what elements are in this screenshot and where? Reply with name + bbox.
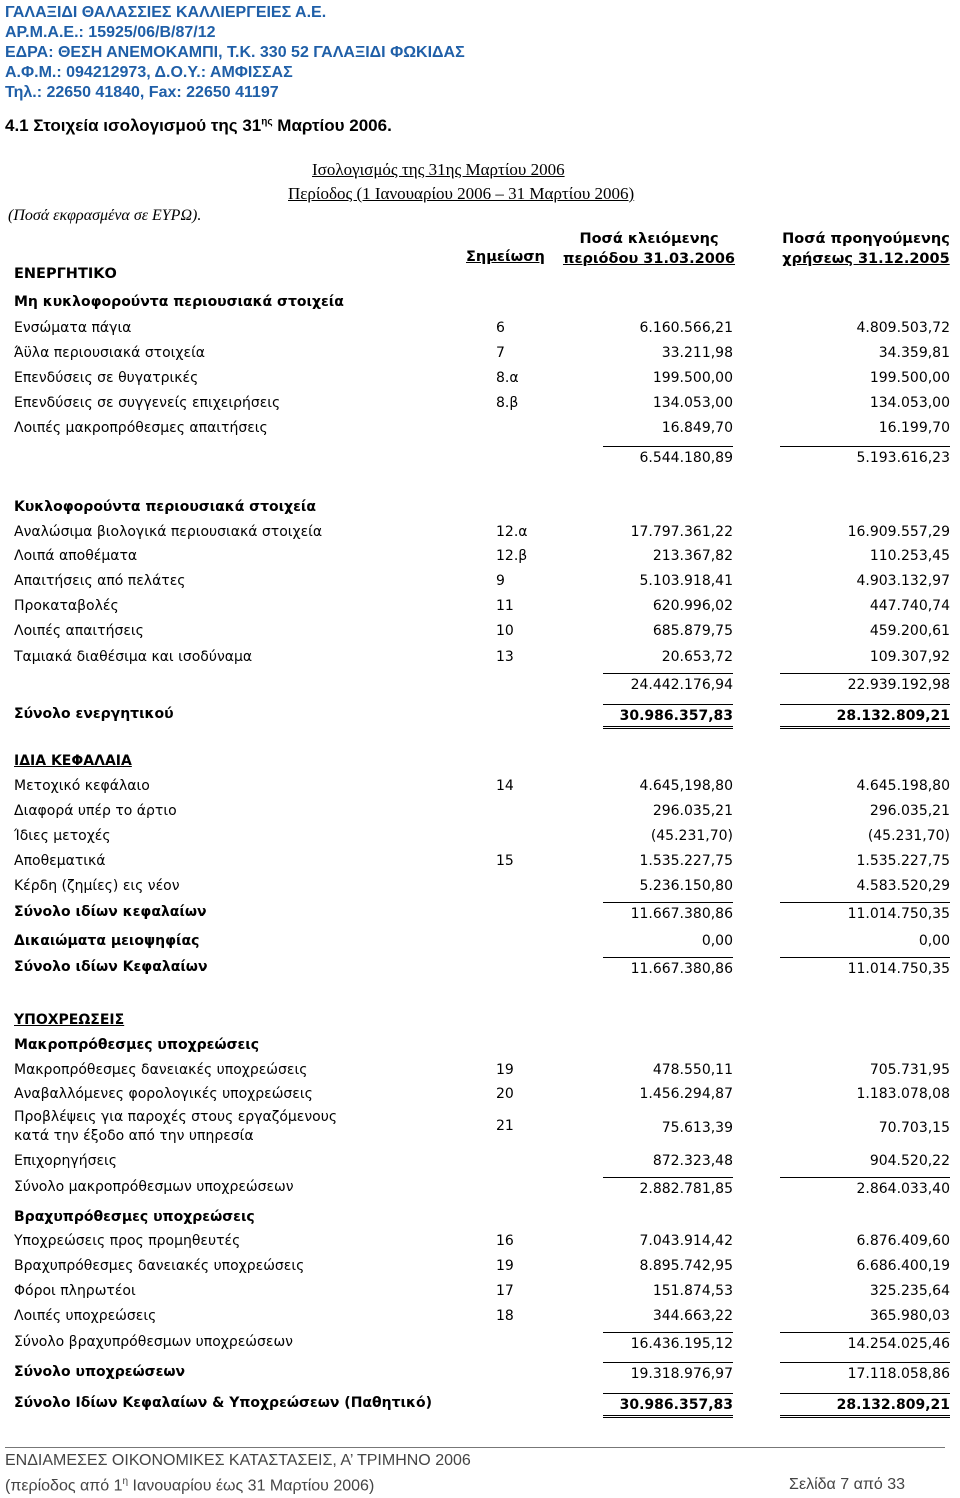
company-registry: ΑΡ.Μ.Α.Ε.: 15925/06/Β/87/12 (5, 24, 216, 41)
row-note: 13 (496, 649, 514, 665)
table-row (0, 596, 960, 616)
row-value-prior: 34.359,81 (878, 345, 950, 361)
table-row (0, 318, 960, 338)
row-note: 8.β (496, 395, 519, 411)
row-label-cont: κατά την έξοδο από την υπηρεσία (14, 1128, 254, 1144)
row-value-prior: 459.200,61 (869, 623, 950, 639)
row-value-current: 6.160.566,21 (639, 320, 733, 336)
section-title (5, 116, 392, 136)
row-note: 14 (496, 778, 514, 794)
assets-heading-label: ΕΝΕΡΓΗΤΙΚΟ (14, 266, 117, 282)
balance-sheet-caption: Ισολογισμός της 31ης Μαρτίου 2006 (312, 160, 565, 179)
period-caption: Περίοδος (1 Ιανουαρίου 2006 – 31 Μαρτίου 2006) (288, 184, 635, 203)
row-note: 16 (496, 1233, 514, 1249)
subtotal-row (0, 673, 960, 693)
row-value-prior: 4.809.503,72 (856, 320, 950, 336)
row-value-prior: 22.939.192,98 (780, 673, 950, 695)
row-value-prior: 28.132.809,21 (780, 1393, 950, 1418)
table-row (0, 776, 960, 796)
grand-total-row (0, 1393, 960, 1413)
row-label: Λοιπές υποχρεώσεις (14, 1308, 157, 1324)
row-value-current: 75.613,39 (661, 1120, 733, 1136)
table-row (0, 801, 960, 821)
table-row (0, 1108, 960, 1146)
row-label: Επιχορηγήσεις (14, 1153, 117, 1169)
table-row (0, 292, 960, 312)
row-note: 9 (496, 573, 505, 589)
footer-period-post: Ιανουαρίου έως 31 Μαρτίου 2006) (128, 1477, 375, 1495)
row-value-current: 11.667.380,86 (603, 902, 733, 924)
table-row (0, 546, 960, 566)
row-note: 10 (496, 623, 514, 639)
row-value-prior: 0,00 (918, 933, 950, 949)
row-value-current: 5.103.918,41 (639, 573, 733, 589)
row-value-prior: 705.731,95 (869, 1062, 950, 1078)
table-row (0, 418, 960, 438)
table-row (0, 851, 960, 871)
row-value-prior: 2.864.033,40 (780, 1177, 950, 1199)
footer-divider (5, 1447, 945, 1448)
row-value-current: 685.879,75 (652, 623, 733, 639)
subtotal-row (0, 1332, 960, 1352)
row-value-current: 872.323,48 (652, 1153, 733, 1169)
row-value-prior: 1.535.227,75 (856, 853, 950, 869)
row-value-current: 620.996,02 (652, 598, 733, 614)
row-value-current: 33.211,98 (661, 345, 733, 361)
row-label: Σύνολο Ιδίων Κεφαλαίων & Υποχρεώσεων (Παθητικό) (14, 1395, 432, 1411)
row-value-current: (45.231,70) (650, 828, 733, 844)
row-label: Μακροπρόθεσμες δανειακές υποχρεώσεις (14, 1062, 308, 1078)
footer-period-pre: (περίοδος από 1 (5, 1477, 123, 1495)
units-note: (Ποσά εκφρασμένα σε ΕΥΡΩ). (8, 207, 202, 224)
table-row (0, 826, 960, 846)
row-label: Λοιπά αποθέματα (14, 548, 138, 564)
row-value-prior: 16.199,70 (878, 420, 950, 436)
subtotal-row (0, 1177, 960, 1197)
table-row (0, 497, 960, 517)
table-row (0, 1084, 960, 1104)
row-label: Λοιπές μακροπρόθεσμες απαιτήσεις (14, 420, 268, 436)
row-value-prior: 70.703,15 (878, 1120, 950, 1136)
row-label: Αναβαλλόμενες φορολογικές υποχρεώσεις (14, 1086, 313, 1102)
row-value-prior: (45.231,70) (867, 828, 950, 844)
row-value-prior: 109.307,92 (869, 649, 950, 665)
row-label: Μη κυκλοφορούντα περιουσιακά στοιχεία (14, 294, 344, 310)
table-row (0, 1060, 960, 1080)
row-label: Σύνολο υποχρεώσεων (14, 1364, 186, 1380)
row-label: Κέρδη (ζημίες) εις νέον (14, 878, 180, 894)
row-value-current: 5.236.150,80 (639, 878, 733, 894)
row-label: Σύνολο ιδίων Κεφαλαίων (14, 959, 208, 975)
row-note: 20 (496, 1086, 514, 1102)
row-note: 7 (496, 345, 505, 361)
column-header-current-line1: Ποσά κλειόμενης (579, 231, 719, 247)
row-value-prior: 4.903.132,97 (856, 573, 950, 589)
row-value-prior: 134.053,00 (869, 395, 950, 411)
row-label: Άϋλα περιουσιακά στοιχεία (14, 345, 206, 361)
table-row (0, 1281, 960, 1301)
row-value-prior: 447.740,74 (869, 598, 950, 614)
row-label: Βραχυπρόθεσμες υποχρεώσεις (14, 1209, 255, 1225)
row-label: Βραχυπρόθεσμες δανειακές υποχρεώσεις (14, 1258, 305, 1274)
row-value-current: 30.986.357,83 (603, 1393, 733, 1418)
row-value-prior: 296.035,21 (869, 803, 950, 819)
company-phone: Τηλ.: 22650 41840, Fax: 22650 41197 (5, 84, 279, 101)
row-value-prior: 904.520,22 (869, 1153, 950, 1169)
table-row (0, 522, 960, 542)
row-value-current: 213.367,82 (652, 548, 733, 564)
row-value-prior: 6.686.400,19 (856, 1258, 950, 1274)
row-value-current: 30.986.357,83 (603, 704, 733, 729)
row-label: Επενδύσεις σε συγγενείς επιχειρήσεις (14, 395, 281, 411)
row-label: Απαιτήσεις από πελάτες (14, 573, 186, 589)
company-tax: Α.Φ.Μ.: 094212973, Δ.Ο.Υ.: ΑΜΦΙΣΣΑΣ (5, 64, 293, 81)
row-label: Σύνολο μακροπρόθεσμων υποχρεώσεων (14, 1179, 294, 1195)
row-value-current: 6.544.180,89 (603, 446, 733, 468)
row-value-prior: 5.193.616,23 (780, 446, 950, 468)
row-value-prior: 14.254.025,46 (780, 1332, 950, 1354)
column-header-prior-line1: Ποσά προηγούμενης (782, 231, 950, 247)
row-value-current: 199.500,00 (652, 370, 733, 386)
subtotal-row (0, 446, 960, 466)
table-row (0, 621, 960, 641)
column-header-current (556, 229, 742, 269)
row-value-prior: 4.583.520,29 (856, 878, 950, 894)
row-value-current: 2.882.781,85 (603, 1177, 733, 1199)
table-row (0, 876, 960, 896)
section-title-sup: ης (261, 116, 273, 128)
row-value-current: 7.043.914,42 (639, 1233, 733, 1249)
row-value-current: 1.535.227,75 (639, 853, 733, 869)
table-row (0, 1231, 960, 1251)
row-label: Διαφορά υπέρ το άρτιο (14, 803, 177, 819)
section-title-post: Μαρτίου 2006. (272, 116, 392, 135)
row-label: Επενδύσεις σε θυγατρικές (14, 370, 199, 386)
total-row (0, 902, 960, 922)
row-note: 19 (496, 1258, 514, 1274)
row-note: 11 (496, 598, 514, 614)
row-label: Ίδιες μετοχές (14, 828, 111, 844)
company-address: ΕΔΡΑ: ΘΕΣΗ ΑΝΕΜΟΚΑΜΠΙ, Τ.Κ. 330 52 ΓΑΛΑΞΙΔΙ ΦΩΚΙΔΑΣ (5, 44, 465, 61)
row-note: 21 (496, 1118, 514, 1134)
row-label: Αποθεματικά (14, 853, 106, 869)
table-row (0, 368, 960, 388)
row-label: Ταμιακά διαθέσιμα και ισοδύναμα (14, 649, 253, 665)
row-value-prior: 16.909.557,29 (847, 524, 950, 540)
row-value-current: 24.442.176,94 (603, 673, 733, 695)
row-value-prior: 110.253,45 (869, 548, 950, 564)
table-row (0, 647, 960, 667)
row-value-current: 16.849,70 (661, 420, 733, 436)
table-row (0, 571, 960, 591)
row-value-current: 4.645,198,80 (639, 778, 733, 794)
row-value-current: 11.667.380,86 (603, 957, 733, 979)
row-label: Δικαιώματα μειοψηφίας (14, 933, 200, 949)
row-note: 8.α (496, 370, 519, 386)
row-value-prior: 199.500,00 (869, 370, 950, 386)
row-label: ΥΠΟΧΡΕΩΣΕΙΣ (14, 1012, 125, 1028)
row-value-current: 151.874,53 (652, 1283, 733, 1299)
row-note: 18 (496, 1308, 514, 1324)
row-value-current: 1.456.294,87 (639, 1086, 733, 1102)
footer-period-sup: η (122, 1476, 129, 1487)
row-label: ΙΔΙΑ ΚΕΦΑΛΑΙΑ (14, 753, 132, 769)
row-label: Κυκλοφορούντα περιουσιακά στοιχεία (14, 499, 316, 515)
row-value-current: 19.318.976,97 (603, 1362, 733, 1384)
row-value-prior: 1.183.078,08 (856, 1086, 950, 1102)
table-row (0, 1035, 960, 1055)
row-label: Προβλέψεις για παροχές στους εργαζόμενους (14, 1109, 338, 1125)
row-value-current: 8.895.742,95 (639, 1258, 733, 1274)
row-note: 12.β (496, 548, 528, 564)
row-value-prior: 365.980,03 (869, 1308, 950, 1324)
table-row (0, 1256, 960, 1276)
row-value-prior: 6.876.409,60 (856, 1233, 950, 1249)
table-row (0, 1306, 960, 1326)
row-label: Λοιπές απαιτήσεις (14, 623, 144, 639)
footer-title: ΕΝΔΙΑΜΕΣΕΣ ΟΙΚΟΝΟΜΙΚΕΣ ΚΑΤΑΣΤΑΣΕΙΣ, Α’ ΤΡΙΜΗΝΟ 2006 (5, 1452, 471, 1469)
row-label: Σύνολο ιδίων κεφαλαίων (14, 904, 207, 920)
row-value-prior: 28.132.809,21 (780, 704, 950, 729)
row-value-prior: 4.645.198,80 (856, 778, 950, 794)
row-value-current: 344.663,22 (652, 1308, 733, 1324)
total-row (0, 957, 960, 977)
page-number: Σελίδα 7 από 33 (789, 1476, 905, 1493)
table-row (0, 1207, 960, 1227)
row-note: 17 (496, 1283, 514, 1299)
column-header-prior (776, 229, 956, 269)
row-label: Μακροπρόθεσμες υποχρεώσεις (14, 1037, 260, 1053)
row-value-current: 478.550,11 (652, 1062, 733, 1078)
assets-heading (0, 264, 960, 284)
footer-period (5, 1476, 374, 1495)
row-note: 15 (496, 853, 514, 869)
row-value-current: 17.797.361,22 (630, 524, 733, 540)
row-label: Ενσώματα πάγια (14, 320, 132, 336)
row-value-prior: 17.118.058,86 (780, 1362, 950, 1384)
row-label: Φόροι πληρωτέοι (14, 1283, 136, 1299)
row-label: Προκαταβολές (14, 598, 119, 614)
row-note: 6 (496, 320, 505, 336)
row-value-prior: 11.014.750,35 (780, 902, 950, 924)
company-name: ΓΑΛΑΞΙΔΙ ΘΑΛΑΣΣΙΕΣ ΚΑΛΛΙΕΡΓΕΙΕΣ Α.Ε. (5, 4, 327, 21)
equity-heading (0, 751, 960, 771)
row-value-current: 296.035,21 (652, 803, 733, 819)
row-value-current: 20.653,72 (661, 649, 733, 665)
row-value-current: 134.053,00 (652, 395, 733, 411)
table-row (0, 1151, 960, 1171)
row-label: Αναλώσιμα βιολογικά περιουσιακά στοιχεία (14, 524, 323, 540)
row-label: Υποχρεώσεις προς προμηθευτές (14, 1233, 241, 1249)
row-note: 19 (496, 1062, 514, 1078)
table-row (0, 343, 960, 363)
row-value-prior: 325.235,64 (869, 1283, 950, 1299)
row-note: 12.α (496, 524, 528, 540)
liabilities-heading (0, 1010, 960, 1030)
row-value-current: 16.436.195,12 (603, 1332, 733, 1354)
column-header-prior-line2: χρήσεως 31.12.2005 (782, 251, 950, 267)
total-row (0, 1362, 960, 1382)
column-header-current-line2: περιόδου 31.03.2006 (562, 251, 736, 267)
total-assets-row (0, 704, 960, 724)
table-row (0, 393, 960, 413)
row-value-prior: 11.014.750,35 (780, 957, 950, 979)
row-value-current: 0,00 (701, 933, 733, 949)
table-row (0, 931, 960, 951)
column-header-note-label: Σημείωση (466, 249, 545, 265)
section-title-pre: 4.1 Στοιχεία ισολογισμού της 31 (5, 116, 262, 135)
row-label: Σύνολο βραχυπρόθεσμων υποχρεώσεων (14, 1334, 294, 1350)
row-label: Μετοχικό κεφάλαιο (14, 778, 150, 794)
row-label: Σύνολο ενεργητικού (14, 706, 174, 722)
